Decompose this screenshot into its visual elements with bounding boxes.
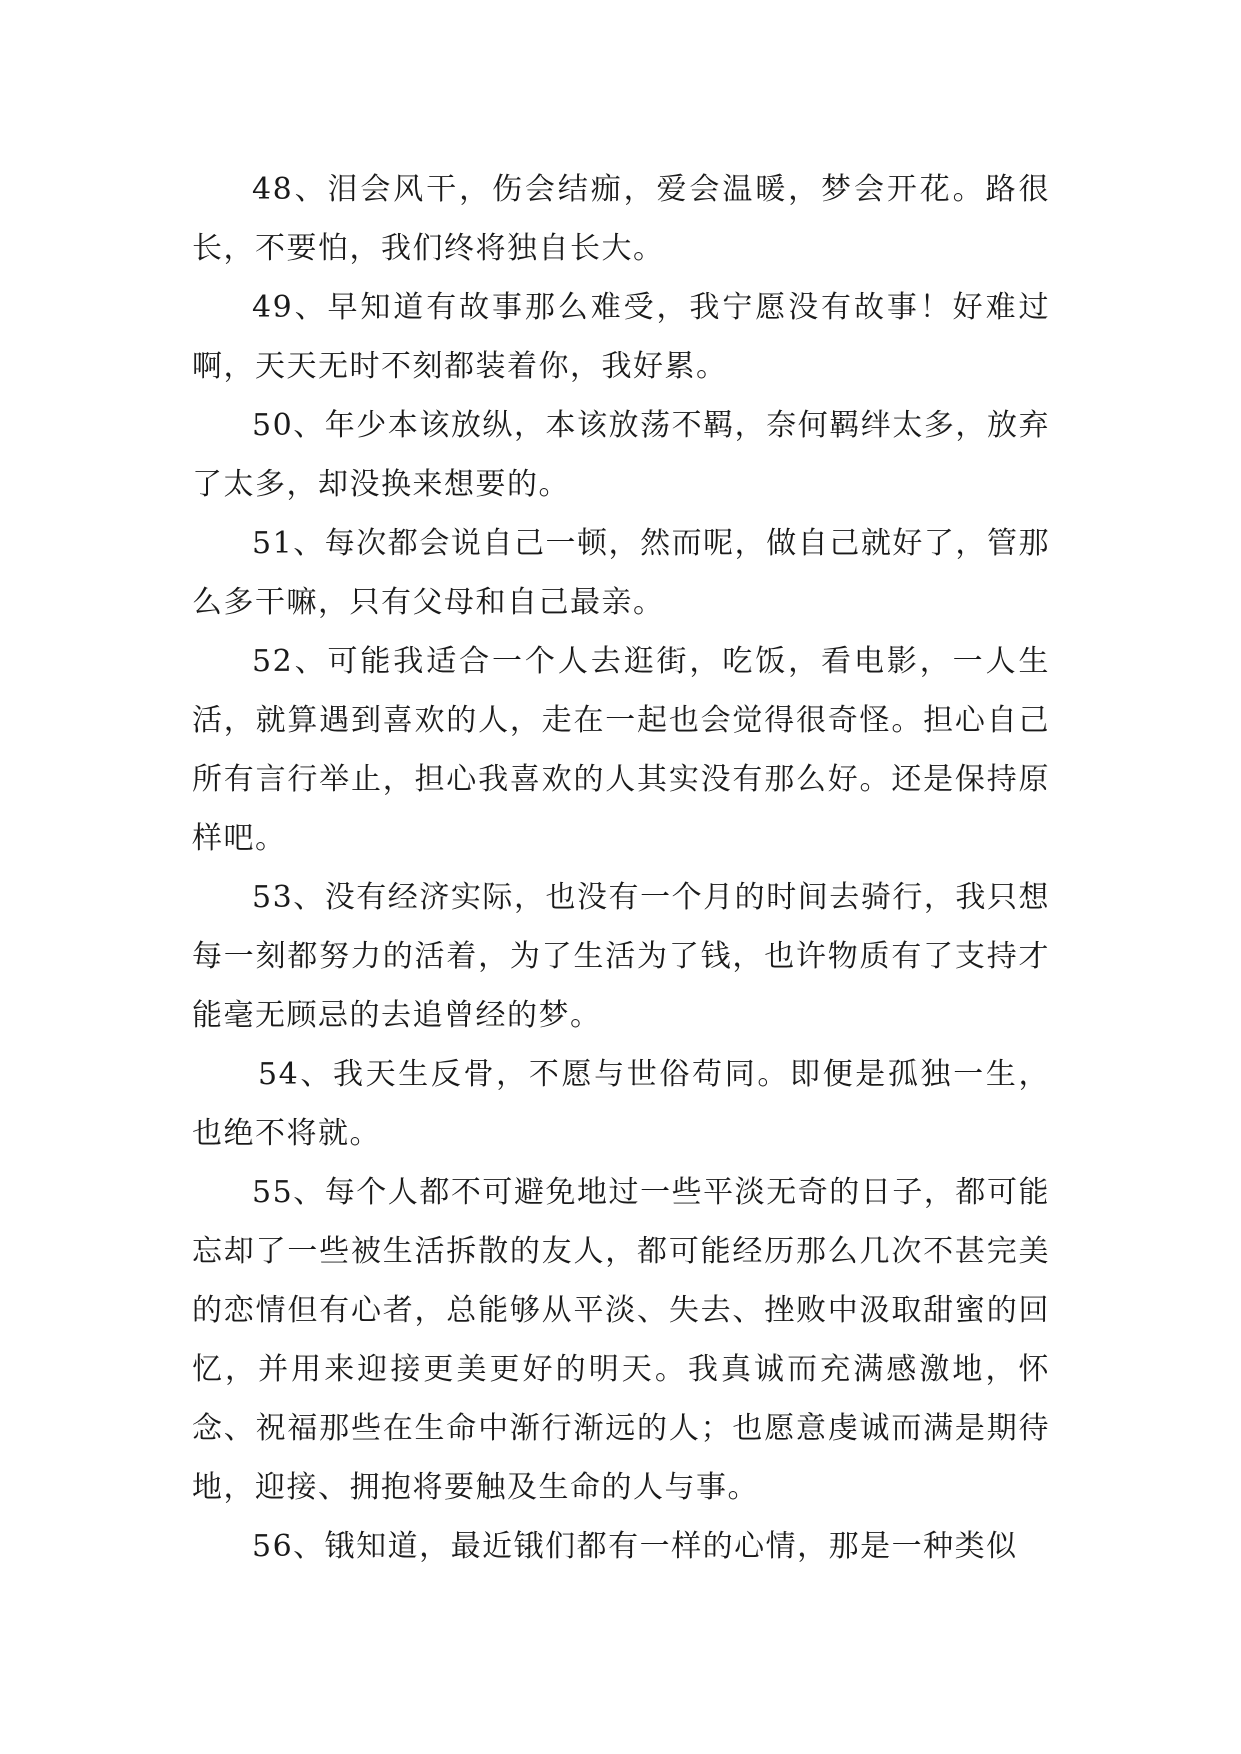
paragraph-50: 50、年少本该放纵，本该放荡不羁，奈何羁绊太多，放弃了太多，却没换来想要的。 (192, 408, 1050, 502)
paragraph-51: 51、每次都会说自己一顿，然而呢，做自己就好了，管那么多干嘛，只有父母和自己最亲。 (192, 526, 1050, 620)
paragraph-55: 55、每个人都不可避免地过一些平淡无奇的日子，都可能忘却了一些被生活拆散的友人，都可能经历那么几次不甚完美的恋情但有心者，总能够从平淡、失去、挫败中汲取甜蜜的回忆，并用来迎接更美更好的明天。我真诚而充满感激地，怀念、祝福那些在生命中渐行渐远的人；也愿意虔诚而满是期待地，迎接、拥抱将要触及生命的人与事。 (192, 1175, 1050, 1505)
paragraph-54: 54、我天生反骨，不愿与世俗苟同。即便是孤独一生，也绝不将就。 (192, 1057, 1050, 1151)
paragraph-52: 52、可能我适合一个人去逛街，吃饭，看电影，一人生活，就算遇到喜欢的人，走在一起也会觉得很奇怪。担心自己所有言行举止，担心我喜欢的人其实没有那么好。还是保持原样吧。 (192, 644, 1050, 856)
paragraph-48: 48、泪会风干，伤会结痂，爱会温暖，梦会开花。路很长，不要怕，我们终将独自长大。 (192, 172, 1050, 266)
paragraph-56: 56、锇知道，最近锇们都有一样的心情，那是一种类似 (252, 1529, 1018, 1564)
paragraph-53: 53、没有经济实际，也没有一个月的时间去骑行，我只想每一刻都努力的活着，为了生活为了钱，也许物质有了支持才能毫无顾忌的去追曾经的梦。 (192, 880, 1050, 1033)
paragraph-49: 49、早知道有故事那么难受，我宁愿没有故事！好难过啊，天天无时不刻都装着你，我好累。 (192, 290, 1050, 384)
document-body (192, 160, 1050, 1576)
